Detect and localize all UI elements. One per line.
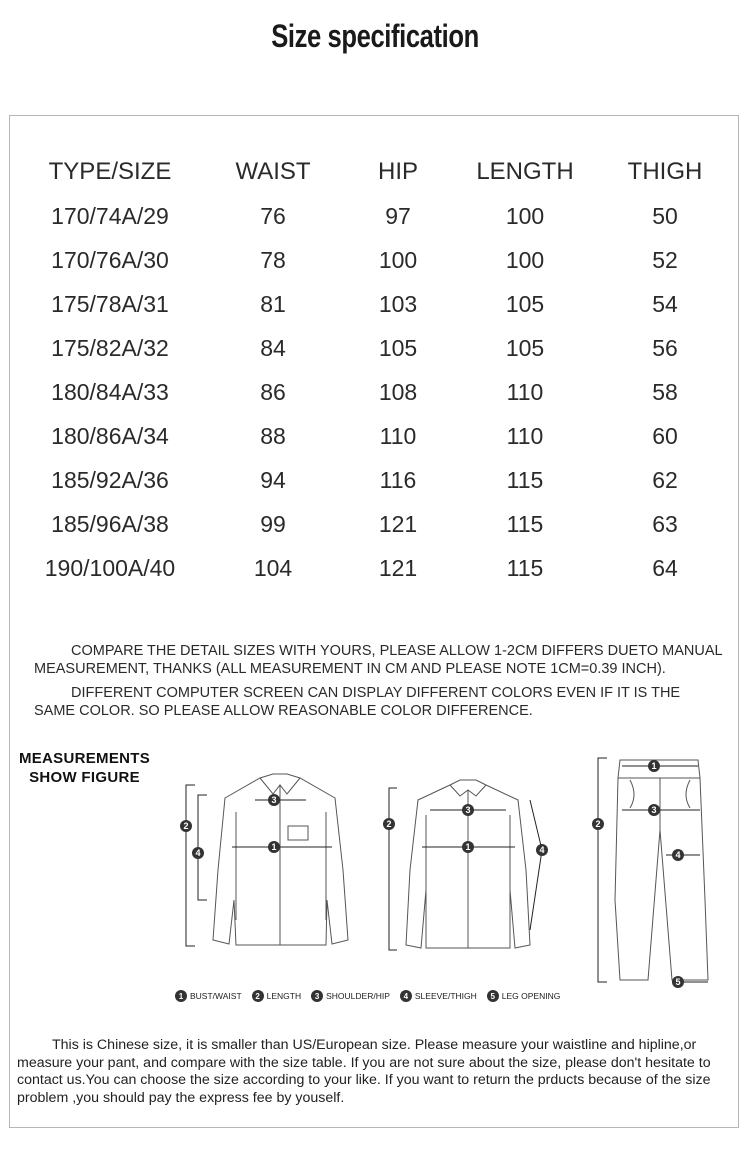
svg-text:2: 2 bbox=[595, 819, 601, 829]
cell-waist: 81 bbox=[260, 290, 286, 317]
legend-label: LENGTH bbox=[266, 991, 302, 1001]
cell-waist: 104 bbox=[253, 554, 293, 581]
cell-thigh: 56 bbox=[652, 334, 678, 361]
cell-size: 175/78A/31 bbox=[51, 290, 169, 317]
marker-3-pants bbox=[648, 804, 660, 816]
cell-hip: 110 bbox=[379, 422, 417, 449]
marker-2-pants bbox=[592, 818, 604, 830]
marker-4-shirt bbox=[192, 847, 204, 859]
disclaimer-text: This is Chinese size, it is smaller than US/European size. Please measure your waistline and hipline,or measure your pant, and compare with the size table. If you are not sure about the size, please don't hesitate to contact us.You can choose the size according to your like. If you want to return the prducts because of the size problem ,you should pay the express fee by youself. bbox=[17, 1037, 711, 1106]
svg-text:3: 3 bbox=[465, 805, 471, 815]
legend-number-icon: 2 bbox=[252, 990, 264, 1002]
cell-size: 180/84A/33 bbox=[51, 378, 169, 405]
cell-waist: 76 bbox=[260, 202, 286, 229]
cell-size: 180/86A/34 bbox=[51, 422, 169, 449]
svg-text:1: 1 bbox=[651, 761, 657, 771]
marker-1-shirt bbox=[268, 841, 280, 853]
cell-hip: 116 bbox=[379, 466, 417, 493]
legend-label: LEG OPENING bbox=[501, 991, 561, 1001]
cell-size: 170/74A/29 bbox=[51, 202, 169, 229]
cell-thigh: 58 bbox=[652, 378, 678, 405]
legend-item bbox=[311, 990, 390, 1002]
cell-size: 170/76A/30 bbox=[51, 246, 169, 273]
marker-4-pants bbox=[672, 849, 684, 861]
cell-waist: 84 bbox=[260, 334, 286, 361]
cell-hip: 121 bbox=[378, 554, 418, 581]
cell-hip: 121 bbox=[378, 510, 418, 537]
marker-4-jacket bbox=[536, 844, 548, 856]
table-row bbox=[25, 370, 725, 414]
cell-waist: 88 bbox=[260, 422, 286, 449]
header-hip: HIP bbox=[377, 158, 418, 185]
cell-thigh: 64 bbox=[652, 554, 678, 581]
svg-text:4: 4 bbox=[675, 850, 681, 860]
table-row bbox=[25, 414, 725, 458]
cell-waist: 94 bbox=[260, 466, 286, 493]
table-row bbox=[25, 194, 725, 238]
cell-waist: 99 bbox=[260, 510, 286, 537]
legend-item bbox=[487, 990, 561, 1002]
marker-3-shirt bbox=[268, 794, 280, 806]
size-table bbox=[25, 150, 725, 590]
legend-number-icon: 3 bbox=[311, 990, 323, 1002]
table-header-row bbox=[25, 150, 725, 194]
cell-length: 110 bbox=[506, 422, 544, 449]
marker-3-jacket bbox=[462, 804, 474, 816]
header-waist: WAIST bbox=[235, 158, 311, 185]
svg-text:1: 1 bbox=[271, 842, 277, 852]
size-disclaimer bbox=[17, 1037, 727, 1107]
cell-length: 105 bbox=[505, 334, 545, 361]
measurement-figures bbox=[160, 750, 740, 995]
cell-size: 185/96A/38 bbox=[51, 510, 169, 537]
cell-hip: 108 bbox=[378, 378, 418, 405]
cell-thigh: 63 bbox=[652, 510, 678, 537]
marker-1-pants bbox=[648, 760, 660, 772]
cell-length: 115 bbox=[506, 466, 544, 493]
cell-hip: 100 bbox=[378, 246, 418, 273]
svg-text:5: 5 bbox=[675, 977, 681, 987]
svg-text:3: 3 bbox=[271, 795, 277, 805]
cell-size: 190/100A/40 bbox=[44, 554, 176, 581]
legend-label: SLEEVE/THIGH bbox=[414, 991, 477, 1001]
cell-waist: 86 bbox=[260, 378, 286, 405]
page-title: Size specification bbox=[271, 18, 479, 54]
legend-item bbox=[252, 990, 301, 1002]
cell-thigh: 52 bbox=[652, 246, 678, 273]
header-type-size: TYPE/SIZE bbox=[48, 158, 172, 185]
measurements-heading-line2: SHOW FIGURE bbox=[29, 769, 140, 786]
cell-thigh: 54 bbox=[652, 290, 678, 317]
table-row bbox=[25, 546, 725, 590]
svg-text:2: 2 bbox=[386, 819, 392, 829]
cell-length: 110 bbox=[506, 378, 544, 405]
marker-5-pants bbox=[672, 976, 684, 988]
measurement-legend bbox=[175, 990, 570, 1002]
table-row bbox=[25, 326, 725, 370]
legend-number-icon: 5 bbox=[487, 990, 499, 1002]
cell-size: 175/82A/32 bbox=[51, 334, 169, 361]
cell-size: 185/92A/36 bbox=[51, 466, 169, 493]
svg-text:4: 4 bbox=[539, 845, 545, 855]
legend-item bbox=[400, 990, 477, 1002]
legend-number-icon: 1 bbox=[175, 990, 187, 1002]
cell-hip: 105 bbox=[378, 334, 418, 361]
svg-text:1: 1 bbox=[465, 842, 471, 852]
cell-length: 115 bbox=[506, 554, 544, 581]
marker-1-jacket bbox=[462, 841, 474, 853]
cell-thigh: 62 bbox=[652, 466, 678, 493]
table-row bbox=[25, 238, 725, 282]
svg-text:4: 4 bbox=[195, 848, 201, 858]
cell-length: 100 bbox=[505, 202, 545, 229]
note-color: DIFFERENT COMPUTER SCREEN CAN DISPLAY DIFFERENT COLORS EVEN IF IT IS THE SAME COLOR. SO PLEASE ALLOW REASONABLE COLOR DIFFERENCE. bbox=[34, 685, 681, 719]
cell-thigh: 50 bbox=[652, 202, 678, 229]
table-row bbox=[25, 502, 725, 546]
measurements-heading-line1: MEASUREMENTS bbox=[18, 750, 151, 767]
cell-length: 115 bbox=[506, 510, 544, 537]
legend-number-icon: 4 bbox=[400, 990, 412, 1002]
table-row bbox=[25, 282, 725, 326]
table-row bbox=[25, 458, 725, 502]
svg-text:2: 2 bbox=[183, 821, 189, 831]
legend-label: SHOULDER/HIP bbox=[326, 991, 390, 1001]
notes bbox=[34, 642, 724, 726]
note-measurement: COMPARE THE DETAIL SIZES WITH YOURS, PLEASE ALLOW 1-2CM DIFFERS DUETO MANUAL MEASUREMENT, THANKS (ALL MEASUREMENT IN CM AND PLEASE NOTE 1CM=0.39 INCH). bbox=[34, 643, 723, 677]
measurements-heading bbox=[12, 749, 157, 787]
pants-figure bbox=[615, 760, 708, 980]
cell-hip: 103 bbox=[378, 290, 418, 317]
legend-item bbox=[175, 990, 242, 1002]
cell-waist: 78 bbox=[260, 246, 286, 273]
cell-length: 100 bbox=[505, 246, 545, 273]
header-length: LENGTH bbox=[476, 158, 574, 185]
cell-length: 105 bbox=[505, 290, 545, 317]
header-thigh: THIGH bbox=[627, 158, 703, 185]
svg-text:3: 3 bbox=[651, 805, 657, 815]
cell-hip: 97 bbox=[385, 202, 411, 229]
cell-thigh: 60 bbox=[652, 422, 678, 449]
marker-2-shirt bbox=[180, 820, 192, 832]
garment-diagrams bbox=[160, 750, 740, 990]
marker-2-jacket bbox=[383, 818, 395, 830]
legend-label: BUST/WAIST bbox=[190, 991, 242, 1001]
